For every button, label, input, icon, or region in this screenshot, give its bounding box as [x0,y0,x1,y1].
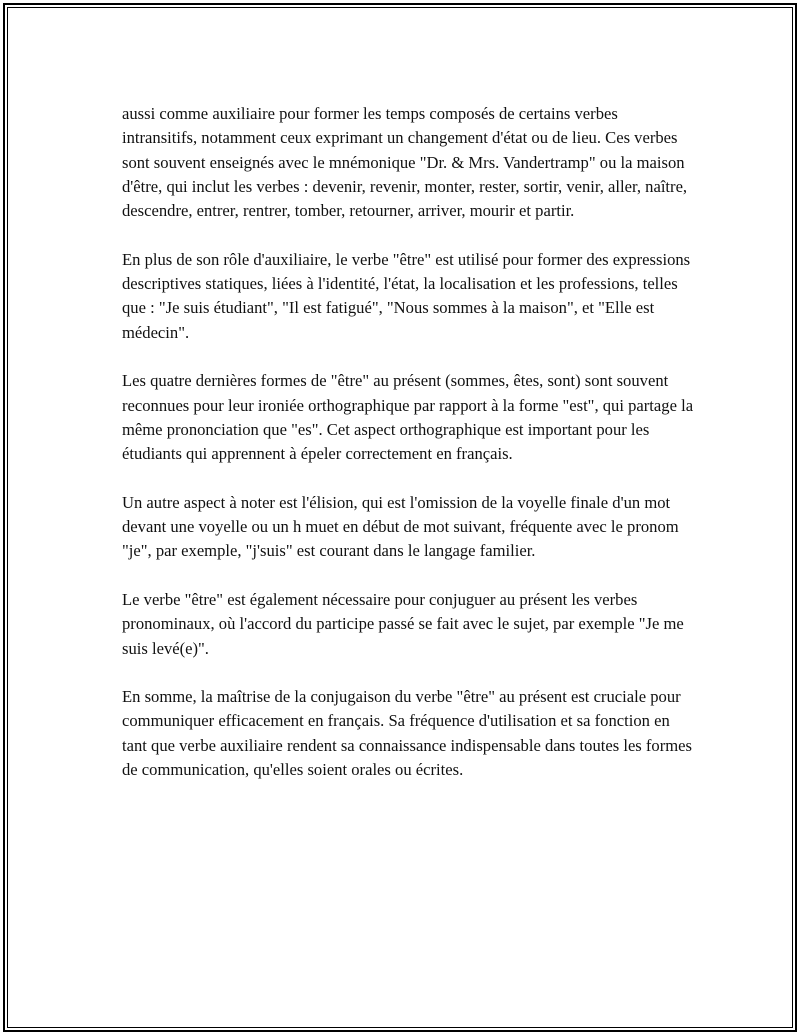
paragraph-elision: Un autre aspect à noter est l'élision, qui est l'omission de la voyelle finale d'un mot devant une voyelle ou un h muet en début de mot suivant, fréquente avec le pronom "je", par exemple, "j'suis" est courant dans le langage familier. [122,492,679,561]
paragraph-pronominal-verbs: Le verbe "être" est également nécessaire pour conjuguer au présent les verbes pronominaux, où l'accord du participe passé se fait avec le sujet, par exemple "Je me suis levé(e)". [122,589,684,658]
paragraph-auxiliary-verbs: aussi comme auxiliaire pour former les temps composés de certains verbes intransitifs, notamment ceux exprimant un changement d'état ou de lieu. Ces verbes sont souvent enseignés avec le mnémonique "Dr. & Mrs. Vandertramp" ou la maison d'être, qui inclut les verbes : devenir, revenir, monter, rester, sortir, venir, aller, naître, descendre, entrer, rentrer, tomber, retourner, arriver, mourir et partir. [122,104,688,221]
paragraph-orthography: Les quatre dernières formes de "être" au présent (sommes, êtes, sont) sont souvent reconnues pour leur ironiée orthographique par rapport à la forme "est", qui partage la même prononciation que "es". Cet aspect orthographique est important pour les étudiants qui apprennent à épeler correctement en français. [122,371,694,464]
page-frame [3,3,797,1032]
document-body [122,102,697,807]
paragraph-conclusion: En somme, la maîtrise de la conjugaison du verbe "être" au présent est cruciale pour communiquer efficacement en français. Sa fréquence d'utilisation et sa fonction en tant que verbe auxiliaire rendent sa connaissance indispensable dans toutes les formes de communication, qu'elles soient orales ou écrites. [122,687,692,780]
page-inner-border [7,7,793,1028]
paragraph-descriptive-expressions: En plus de son rôle d'auxiliaire, le verbe "être" est utilisé pour former des expressions descriptives statiques, liées à l'identité, l'état, la localisation et les professions, telles que : "Je suis étudiant", "Il est fatigué", "Nous sommes à la maison", et "Elle est médecin". [122,249,691,342]
